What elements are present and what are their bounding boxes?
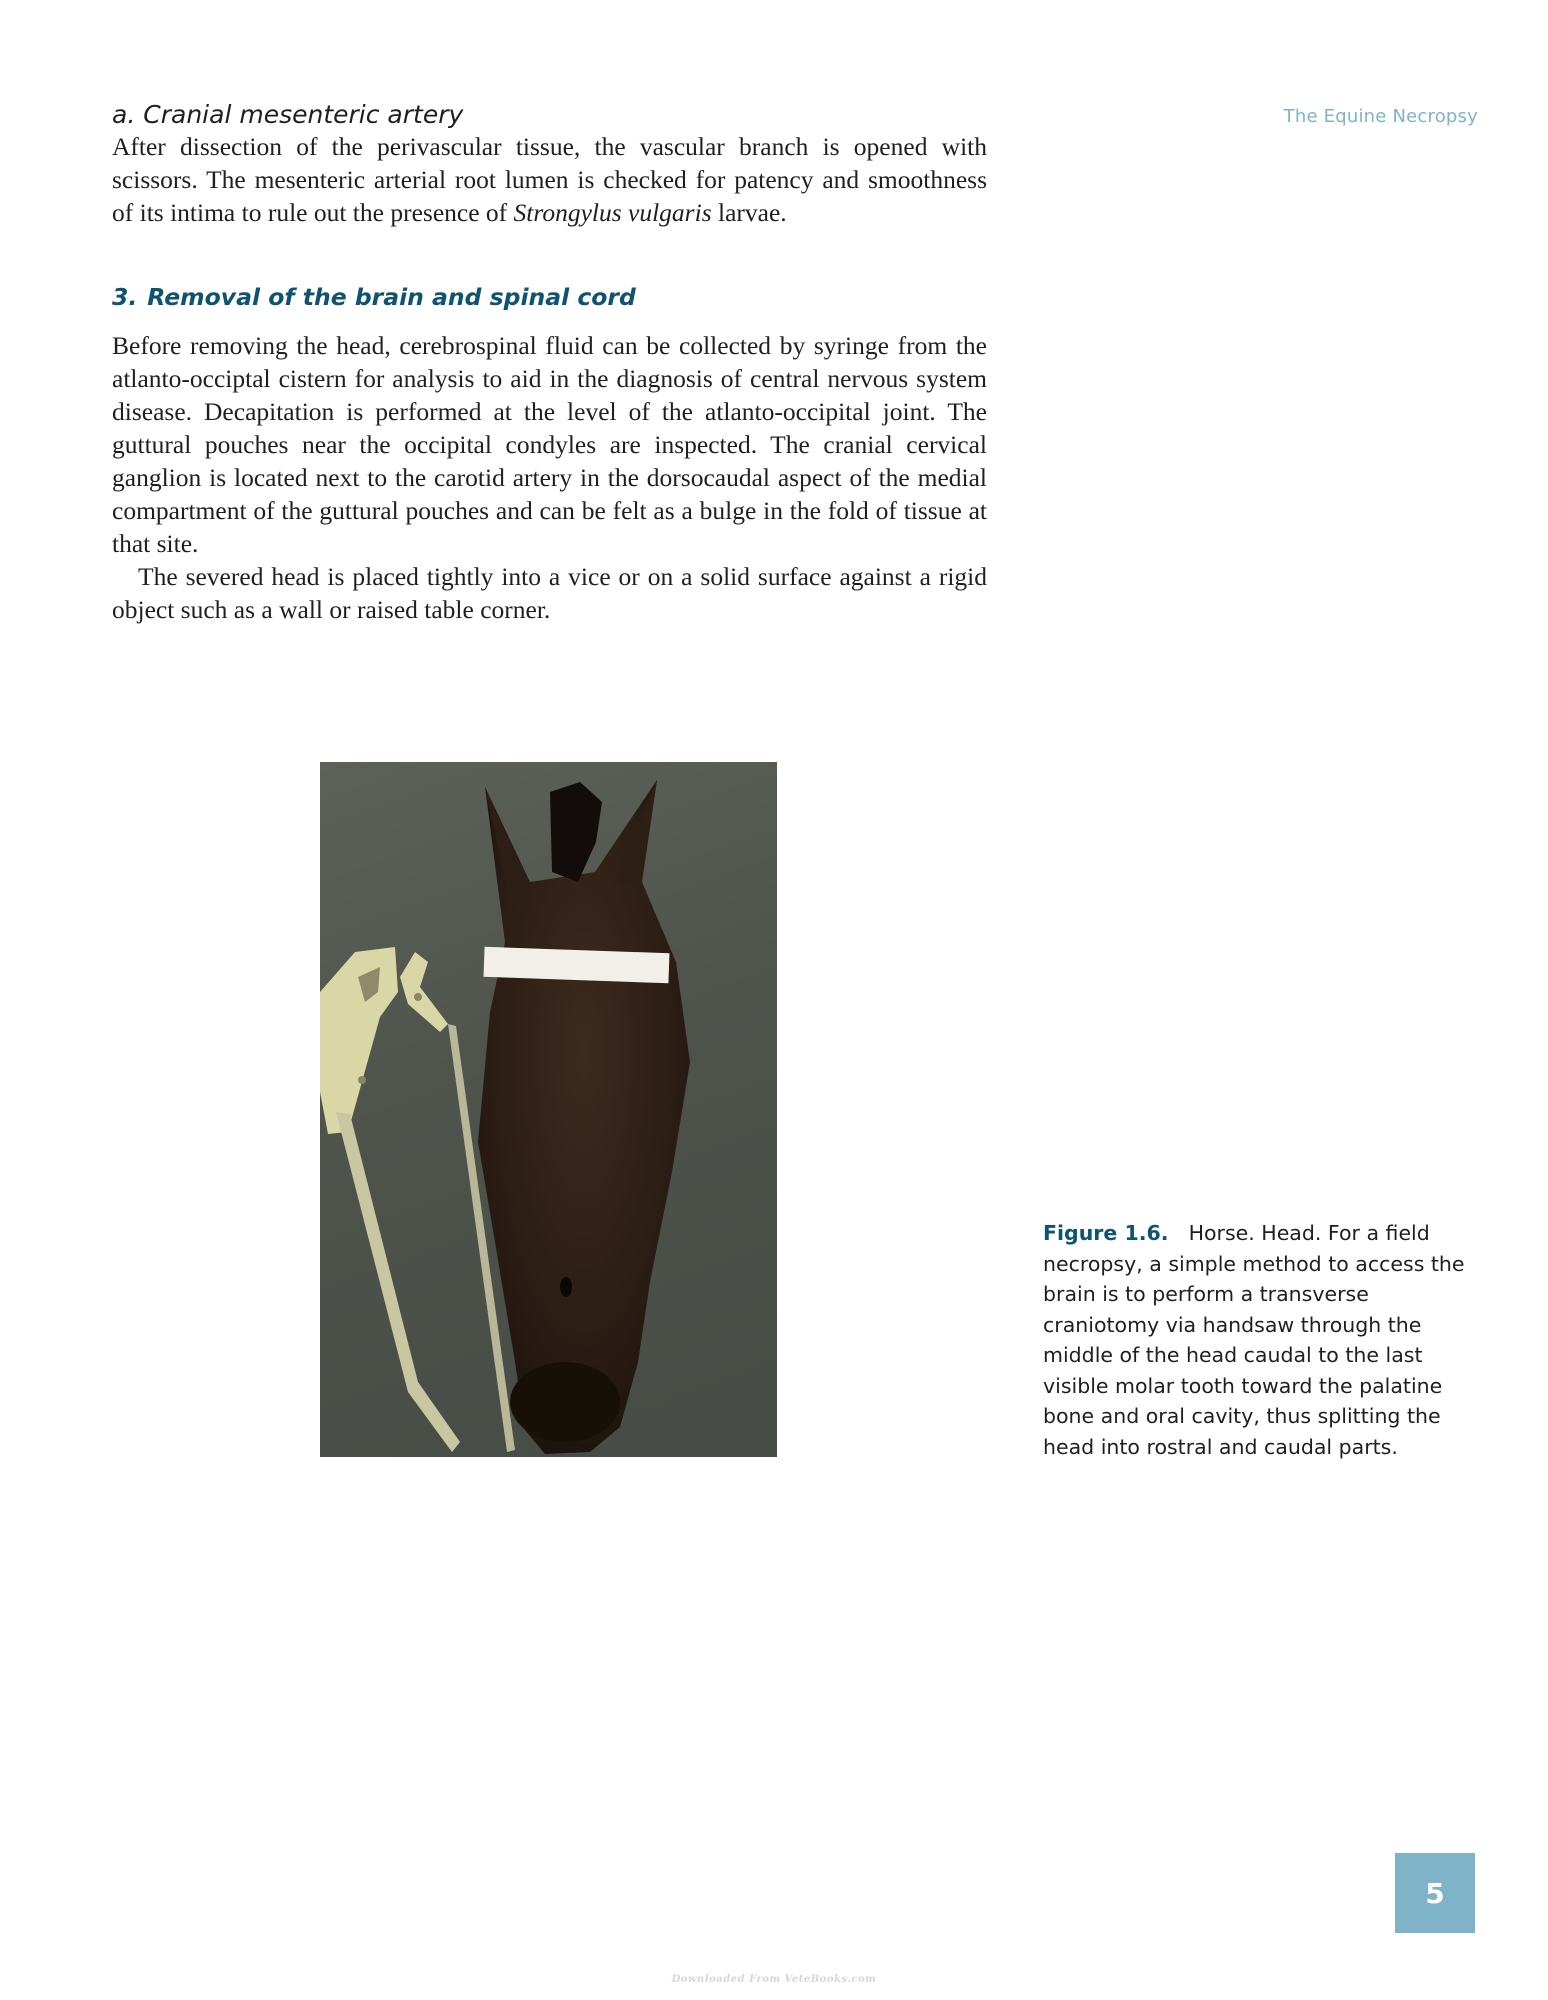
subsection-heading-a	[112, 100, 987, 130]
subsection-a-paragraph	[112, 130, 987, 229]
section-paragraph-2: The severed head is placed tightly into a vice or on a solid surface against a rigid object such as a wall or raised table corner.	[112, 562, 987, 625]
paragraph-text-end: larvae.	[711, 198, 787, 227]
subsection-title: Cranial mesenteric artery	[143, 100, 464, 129]
figure-caption	[1043, 1218, 1483, 1462]
paragraph-text: After dissection of the perivascular tissue, the vascular branch is opened with scissors. The mesenteric arterial root lumen is checked for patency and smoothness of its intima to rule out the presence of	[112, 132, 987, 227]
section-heading	[112, 283, 987, 311]
page-number: 5	[1395, 1853, 1475, 1933]
running-head: The Equine Necropsy	[1283, 106, 1478, 127]
section-paragraph-1: Before removing the head, cerebrospinal fluid can be collected by syringe from the atlanto-occiptal cistern for analysis to aid in the diagnosis of central nervous system disease. Decapitation is performed at the level of the atlanto-occipital joint. The guttural pouches near the occipital condyles are inspected. The cranial cervical ganglion is located next to the carotid artery in the dorsocaudal aspect of the medial compartment of the guttural pouches and can be felt as a bulge in the fold of tissue at that site.	[112, 331, 987, 559]
section-title: Removal of the brain and spinal cord	[147, 283, 636, 311]
horse-head	[478, 780, 690, 1454]
figure-caption-text: Horse. Head. For a field necropsy, a simple method to access the brain is to perform a transverse craniotomy via handsaw through the middle of the head caudal to the last visible molar tooth toward the palatine bone and oral cavity, thus splitting the head into rostral and caudal parts.	[1043, 1221, 1465, 1459]
horse-head-photo	[320, 762, 777, 1457]
body-column	[112, 100, 987, 626]
figure-label: Figure 1.6.	[1043, 1221, 1169, 1245]
subsection-number: a.	[112, 100, 136, 129]
handsaw	[320, 947, 515, 1452]
species-name: Strongylus vulgaris	[513, 198, 712, 227]
section-number: 3.	[112, 283, 138, 311]
watermark: Downloaded From VeteBooks.com	[671, 1974, 877, 1985]
